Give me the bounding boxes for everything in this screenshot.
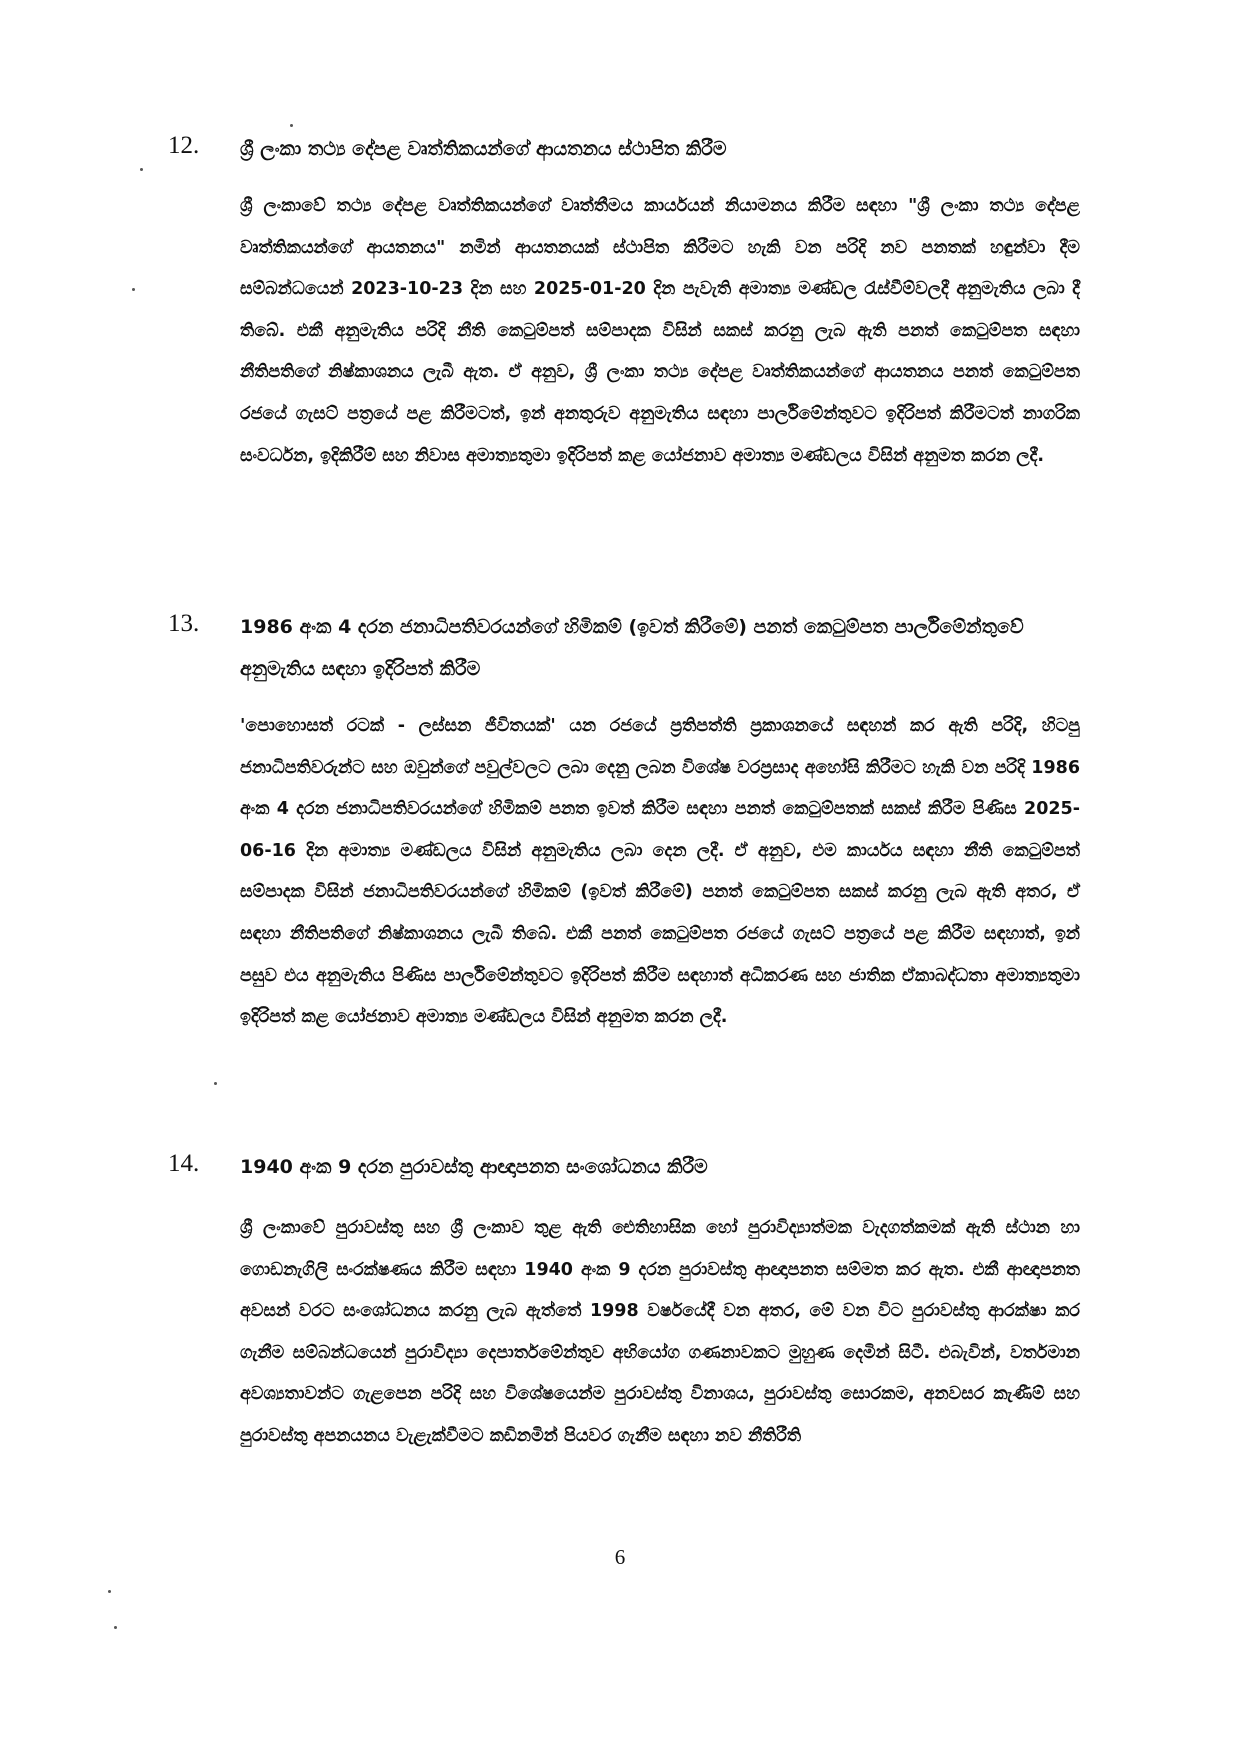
section-title: 1986 අංක 4 දරන ජනාධිපතිවරයන්ගේ හිමිකම් (ඉවත් කිරීමේ) පනත් කෙටුම්පත පාර්ලිමේන්තුවේ අනුමැතිය සඳහා ඉදිරිපත් කිරීම bbox=[240, 616, 1024, 680]
scan-speck bbox=[132, 288, 135, 291]
scan-speck bbox=[108, 1590, 111, 1593]
section-number: 12. bbox=[168, 132, 200, 159]
section-body: 'පොහොසත් රටක් - ලස්සන ජීවිතයක්' යන රජයේ ප්‍රතිපත්ති ප්‍රකාශනයේ සඳහන් කර ඇති පරිදි, හිටපු ජනාධිපතිවරුන්ට සහ ඔවුන්ගේ පවුල්වලට ලබා දෙනු ලබන විශේෂ වරප්‍රසාද අහෝසි කිරීමට හැකි වන පරිදි 1986 අංක 4 දරන ජනාධිපතිවරයන්ගේ හිමිකම් පනත ඉවත් කිරීම සඳහා පනත් කෙටුම්පතක් සකස් කිරීම පිණිස 2025-06-16 දින අමාත්‍ය මණ්ඩලය විසින් අනුමැතිය ලබා දෙන ලදී. ඒ අනුව, එම කාර්යය සඳහා නීති කෙටුම්පත් සම්පාදක විසින් ජනාධිපතිවරයන්ගේ හිමිකම් (ඉවත් කිරීමේ) පනත් කෙටුම්පත සකස් කරනු ලැබ ඇති අතර, ඒ සඳහා නීතිපතිගේ නිෂ්කාශනය ලැබී තිබේ. එකී පනත් කෙටුම්පත රජයේ ගැසට් පත්‍රයේ පළ කිරීම සඳහාත්, ඉන් පසුව එය අනුමැතිය පිණිස පාර්ලිමේන්තුවට ඉදිරිපත් කිරීම සඳහාත් අධිකරණ සහ ජාතික ඒකාබද්ධතා අමාත්‍යතුමා ඉදිරිපත් කළ යෝජනාව අමාත්‍ය මණ්ඩලය විසින් අනුමත කරන ලදී. bbox=[240, 716, 1080, 1028]
section-title: ශ්‍රී ලංකා තථ්‍ය දේපළ වෘත්තිකයන්ගේ ආයතනය ස්ථාපිත කිරීම bbox=[240, 138, 727, 160]
section-title: 1940 අංක 9 දරන පුරාවස්තු ආඥාපනත සංශෝධනය කිරීම bbox=[240, 1156, 708, 1178]
scan-speck bbox=[290, 124, 293, 127]
scan-speck bbox=[140, 168, 143, 171]
page-number: 6 bbox=[614, 1545, 626, 1569]
section-body: ශ්‍රී ලංකාවේ තථ්‍ය දේපළ වෘත්තිකයන්ගේ වෘත්තීමය කාර්යයන් නියාමනය කිරීම සඳහා "ශ්‍රී ලංකා තථ්‍ය දේපළ වෘත්තිකයන්ගේ ආයතනය" නමින් ආයතනයක් ස්ථාපිත කිරීමට හැකි වන පරිදි නව පනතක් හඳුන්වා දීම සම්බන්ධයෙන් 2023-10-23 දින සහ 2025-01-20 දින පැවැති අමාත්‍ය මණ්ඩල රැස්වීම්වලදී අනුමැතිය ලබා දී තිබේ. එකී අනුමැතිය පරිදි නීති කෙටුම්පත් සම්පාදක විසින් සකස් කරනු ලැබ ඇති පනත් කෙටුම්පත සඳහා නීතිපතිගේ නිෂ්කාශනය ලැබී ඇත. ඒ අනුව, ශ්‍රී ලංකා තථ්‍ය දේපළ වෘත්තිකයන්ගේ ආයතනය පනත් කෙටුම්පත රජයේ ගැසට් පත්‍රයේ පළ කිරීමටත්, ඉන් අනතුරුව අනුමැතිය සඳහා පාර්ලිමේන්තුවට ඉදිරිපත් කිරීමටත් නාගරික සංවර්ධන, ඉදිකිරීම් සහ නිවාස අමාත්‍යතුමා ඉදිරිපත් කළ යෝජනාව අමාත්‍ය මණ්ඩලය විසින් අනුමත කරන ලදී. bbox=[240, 196, 1080, 466]
scan-speck bbox=[114, 1626, 117, 1629]
section-body: ශ්‍රී ලංකාවේ පුරාවස්තු සහ ශ්‍රී ලංකාව තුළ ඇති ඓතිහාසික හෝ පුරාවිද්‍යාත්මක වැදගත්කමක් ඇති ස්ථාන හා ගොඩනැගිලි සංරක්ෂණය කිරීම සඳහා 1940 අංක 9 දරන පුරාවස්තු ආඥාපනත සම්මත කර ඇත. එකී ආඥාපනත අවසන් වරට සංශෝධනය කරනු ලැබ ඇත්තේ 1998 වර්ෂයේදී වන අතර, මේ වන විට පුරාවස්තු ආරක්ෂා කර ගැනීම සම්බන්ධයෙන් පුරාවිද්‍යා දෙපාර්තමේන්තුව අභියෝග ගණනාවකට මුහුණ දෙමින් සිටී. එබැවින්, වර්තමාන අවශ්‍යතාවන්ට ගැළපෙන පරිදි සහ විශේෂයෙන්ම පුරාවස්තු විනාශය, පුරාවස්තු සොරකම, අනවසර කැණීම් සහ පුරාවස්තු අපනයනය වැළැක්වීමට කඩිනමින් පියවර ගැනීම සඳහා නව නීතිරීති bbox=[240, 1218, 1080, 1446]
section-number: 14. bbox=[168, 1150, 200, 1177]
scan-speck bbox=[214, 1082, 217, 1085]
section-number: 13. bbox=[168, 610, 200, 637]
